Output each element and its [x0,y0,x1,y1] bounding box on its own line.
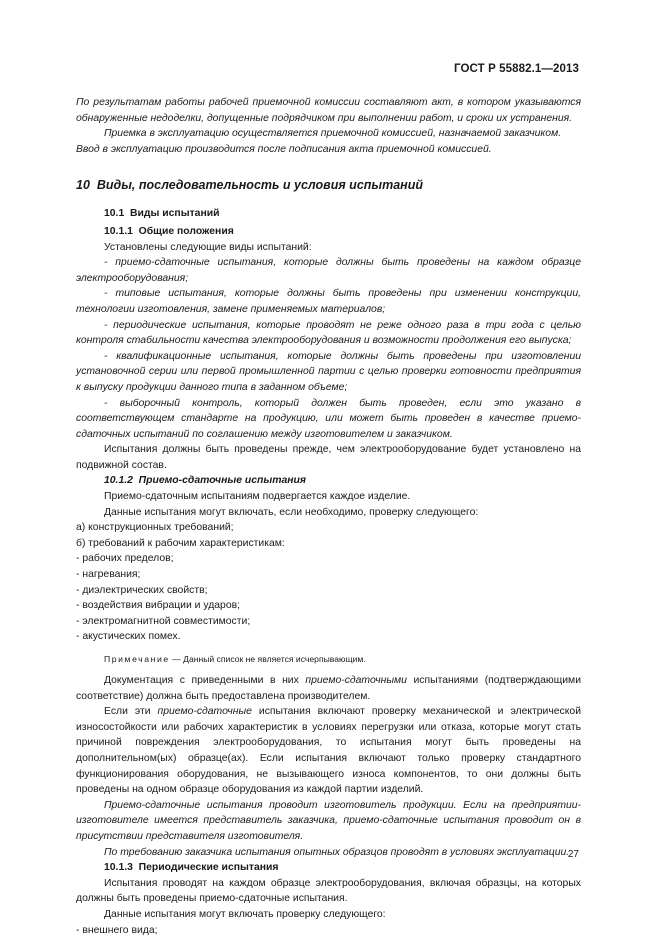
note-text: — Данный список не является исчерпывающим. [170,654,366,664]
performance-subitem: - диэлектрических свойств; [76,583,581,599]
periodic-item: - внешнего вида; [76,923,581,938]
subsection-number: 10.1.2 [104,475,133,486]
acceptance-item-b: б) требований к рабочим характеристикам: [76,536,581,552]
if-text: испытания включают проверку механической и электрической износостойкости или рабочих характеристик в условиях перегрузки или отказа, которые могут стать причиной повреждения электрооборудования, то испытания могут быть проведены на дополнительном(ых) образце(ах). Если испытания включают только проверку стандартного функционирования оборудования, не вызывающего износа компонентов, то они должны быть проведены на одном образце оборудования из каждой партии изделий. [76,706,581,795]
general-closing: Испытания должны быть проведены прежде, чем электрооборудование будет установлено на подвижной состав. [76,442,581,473]
performance-subitem: - воздействия вибрации и ударов; [76,598,581,614]
subsection-10-1-3-heading [76,860,581,876]
page-number: 27 [568,849,579,860]
subsection-10-1-heading [76,206,581,222]
test-type-item: - выборочный контроль, который должен быть проведен, если это указано в соответствующем стандарте на продукцию, или может быть проведен в качестве приемо-сдаточных испытаний по соглашению между изготовителем и заказчиком. [76,396,581,443]
documentation-paragraph [76,673,581,704]
if-text: Если эти [104,706,158,717]
test-type-item: - периодические испытания, которые проводят не реже одного раза в три года с целью контроля стабильности качества электрооборудования и возможности продолжения его выпуска; [76,318,581,349]
acceptance-item-a: а) конструкционных требований; [76,520,581,536]
test-type-item: - приемо-сдаточные испытания, которые должны быть проведены на каждом образце электрооборудования; [76,255,581,286]
doc-text: Документация с приведенными в них [104,675,305,686]
section-title: Виды, последовательность и условия испытаний [97,178,423,192]
doc-text: испытаниями (подтверждающими соответствие) должна быть предоставлена производителем. [76,675,581,702]
intro-paragraph-2: Приемка в эксплуатацию осуществляется приемочной комиссией, назначаемой заказчиком. [76,126,581,142]
subsection-title: Виды испытаний [130,208,219,219]
performance-subitem: - акустических помех. [76,629,581,645]
subsection-title: Периодические испытания [139,862,279,873]
doc-emphasis: приемо-сдаточными [305,675,407,686]
subsection-10-1-1-heading [76,224,581,240]
intro-paragraph-1: По результатам работы рабочей приемочной комиссии составляют акт, в котором указываются обнаруженные недоделки, допущенные подрядчиком при выполнении работ, и сроки их устранения. [76,95,581,126]
subsection-number: 10.1 [104,208,124,219]
periodic-p1: Испытания проводят на каждом образце электрооборудования, включая образцы, на которых должны быть проведены приемо-сдаточные испытания. [76,876,581,907]
note-label: Примечание [104,654,170,664]
test-type-item: - квалификационные испытания, которые должны быть проведены при изготовлении установочной серии или первой промышленной партии с целью проверки готовности предприятия к выпуску продукции данного типа в заданном объеме; [76,349,581,396]
section-number: 10 [76,178,90,192]
acceptance-p2: Данные испытания могут включать, если необходимо, проверку следующего: [76,505,581,521]
subsection-10-1-2-heading [76,473,581,489]
manufacturer-paragraph: Приемо-сдаточные испытания проводит изготовитель продукции. Если на предприятии-изготовителе имеется представитель заказчика, приемо-сдаточные испытания проводит он в присутствии представителя изготовителя. [76,798,581,845]
performance-subitem: - электромагнитной совместимости; [76,614,581,630]
general-intro: Установлены следующие виды испытаний: [76,240,581,256]
acceptance-p1: Приемо-сдаточным испытаниям подвергается каждое изделие. [76,489,581,505]
intro-paragraph-3: Ввод в эксплуатацию производится после подписания акта приемочной комиссией. [76,142,581,158]
subsection-title: Общие положения [139,226,234,237]
test-type-item: - типовые испытания, которые должны быть проведены при изменении конструкции, технологии изготовления, замене применяемых материалов; [76,286,581,317]
performance-subitem: - нагревания; [76,567,581,583]
performance-subitem: - рабочих пределов; [76,551,581,567]
customer-request-paragraph: По требованию заказчика испытания опытных образцов проводят в условиях эксплуатации. [76,845,581,861]
subsection-number: 10.1.3 [104,862,133,873]
periodic-p2: Данные испытания могут включать проверку следующего: [76,907,581,923]
subsection-number: 10.1.1 [104,226,133,237]
if-emphasis: приемо-сдаточные [158,706,252,717]
section-10-heading [76,177,581,193]
additional-samples-paragraph [76,704,581,798]
standard-header: ГОСТ Р 55882.1—2013 [454,63,579,75]
subsection-title: Приемо-сдаточные испытания [139,475,306,486]
note [76,653,581,666]
document-body [76,95,581,938]
